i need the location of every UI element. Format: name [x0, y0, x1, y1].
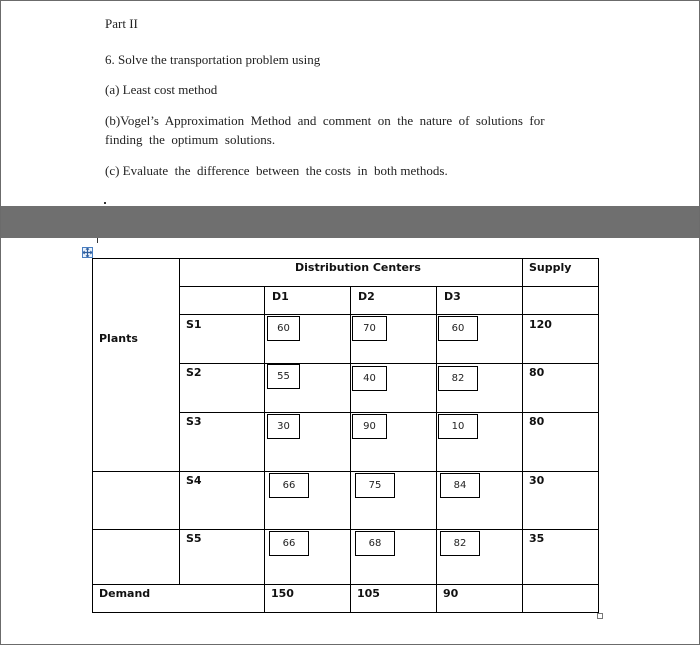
cost-cell: 66 — [269, 531, 309, 556]
cost-cell: 66 — [269, 473, 309, 498]
demand-value: 150 — [271, 587, 294, 600]
demand-label: Demand — [99, 587, 151, 600]
cost-cell: 60 — [267, 316, 300, 341]
supply-value: 30 — [529, 474, 545, 487]
supply-value: 35 — [529, 532, 545, 545]
cost-cell: 90 — [352, 414, 387, 439]
cost-cell: 82 — [438, 366, 478, 391]
source-label: S4 — [186, 474, 202, 487]
source-label: S1 — [186, 318, 202, 331]
cost-cell: 40 — [352, 366, 387, 391]
cost-cell: 70 — [352, 316, 387, 341]
source-label: S5 — [186, 532, 202, 545]
cost-cell: 82 — [440, 531, 480, 556]
column-header-d3: D3 — [444, 290, 461, 303]
demand-value: 90 — [443, 587, 459, 600]
header-distribution-centers: Distribution Centers — [295, 261, 421, 274]
item-a-text: (a) Least cost method — [105, 82, 218, 97]
cost-cell: 68 — [355, 531, 395, 556]
header-supply: Supply — [529, 261, 572, 274]
text-cursor — [97, 238, 98, 243]
cost-cell: 30 — [267, 414, 300, 439]
item-c-text: (c) Evaluate the difference between the costs in both methods. — [105, 163, 448, 178]
source-label: S3 — [186, 415, 202, 428]
table-resize-handle[interactable] — [597, 613, 603, 619]
cost-cell: 55 — [267, 364, 300, 389]
demand-value: 105 — [357, 587, 380, 600]
item-b-text-line2: finding the optimum solutions. — [105, 132, 276, 147]
item-b-text-line1: (b)Vogel’s Approximation Method and comment on the nature of solutions for — [105, 113, 545, 128]
supply-value: 80 — [529, 366, 545, 379]
cost-cell: 60 — [438, 316, 478, 341]
supply-value: 120 — [529, 318, 552, 331]
part-heading: Part II — [105, 16, 138, 31]
page-gap-band — [1, 206, 699, 238]
source-label: S2 — [186, 366, 202, 379]
plants-label: Plants — [99, 332, 138, 345]
table-move-handle-icon[interactable] — [82, 247, 93, 258]
question-text: 6. Solve the transportation problem using — [105, 52, 321, 67]
cost-cell: 75 — [355, 473, 395, 498]
cost-cell: 10 — [438, 414, 478, 439]
supply-value: 80 — [529, 415, 545, 428]
column-header-d1: D1 — [272, 290, 289, 303]
text-caret-mark — [104, 202, 106, 204]
cost-cell: 84 — [440, 473, 480, 498]
column-header-d2: D2 — [358, 290, 375, 303]
